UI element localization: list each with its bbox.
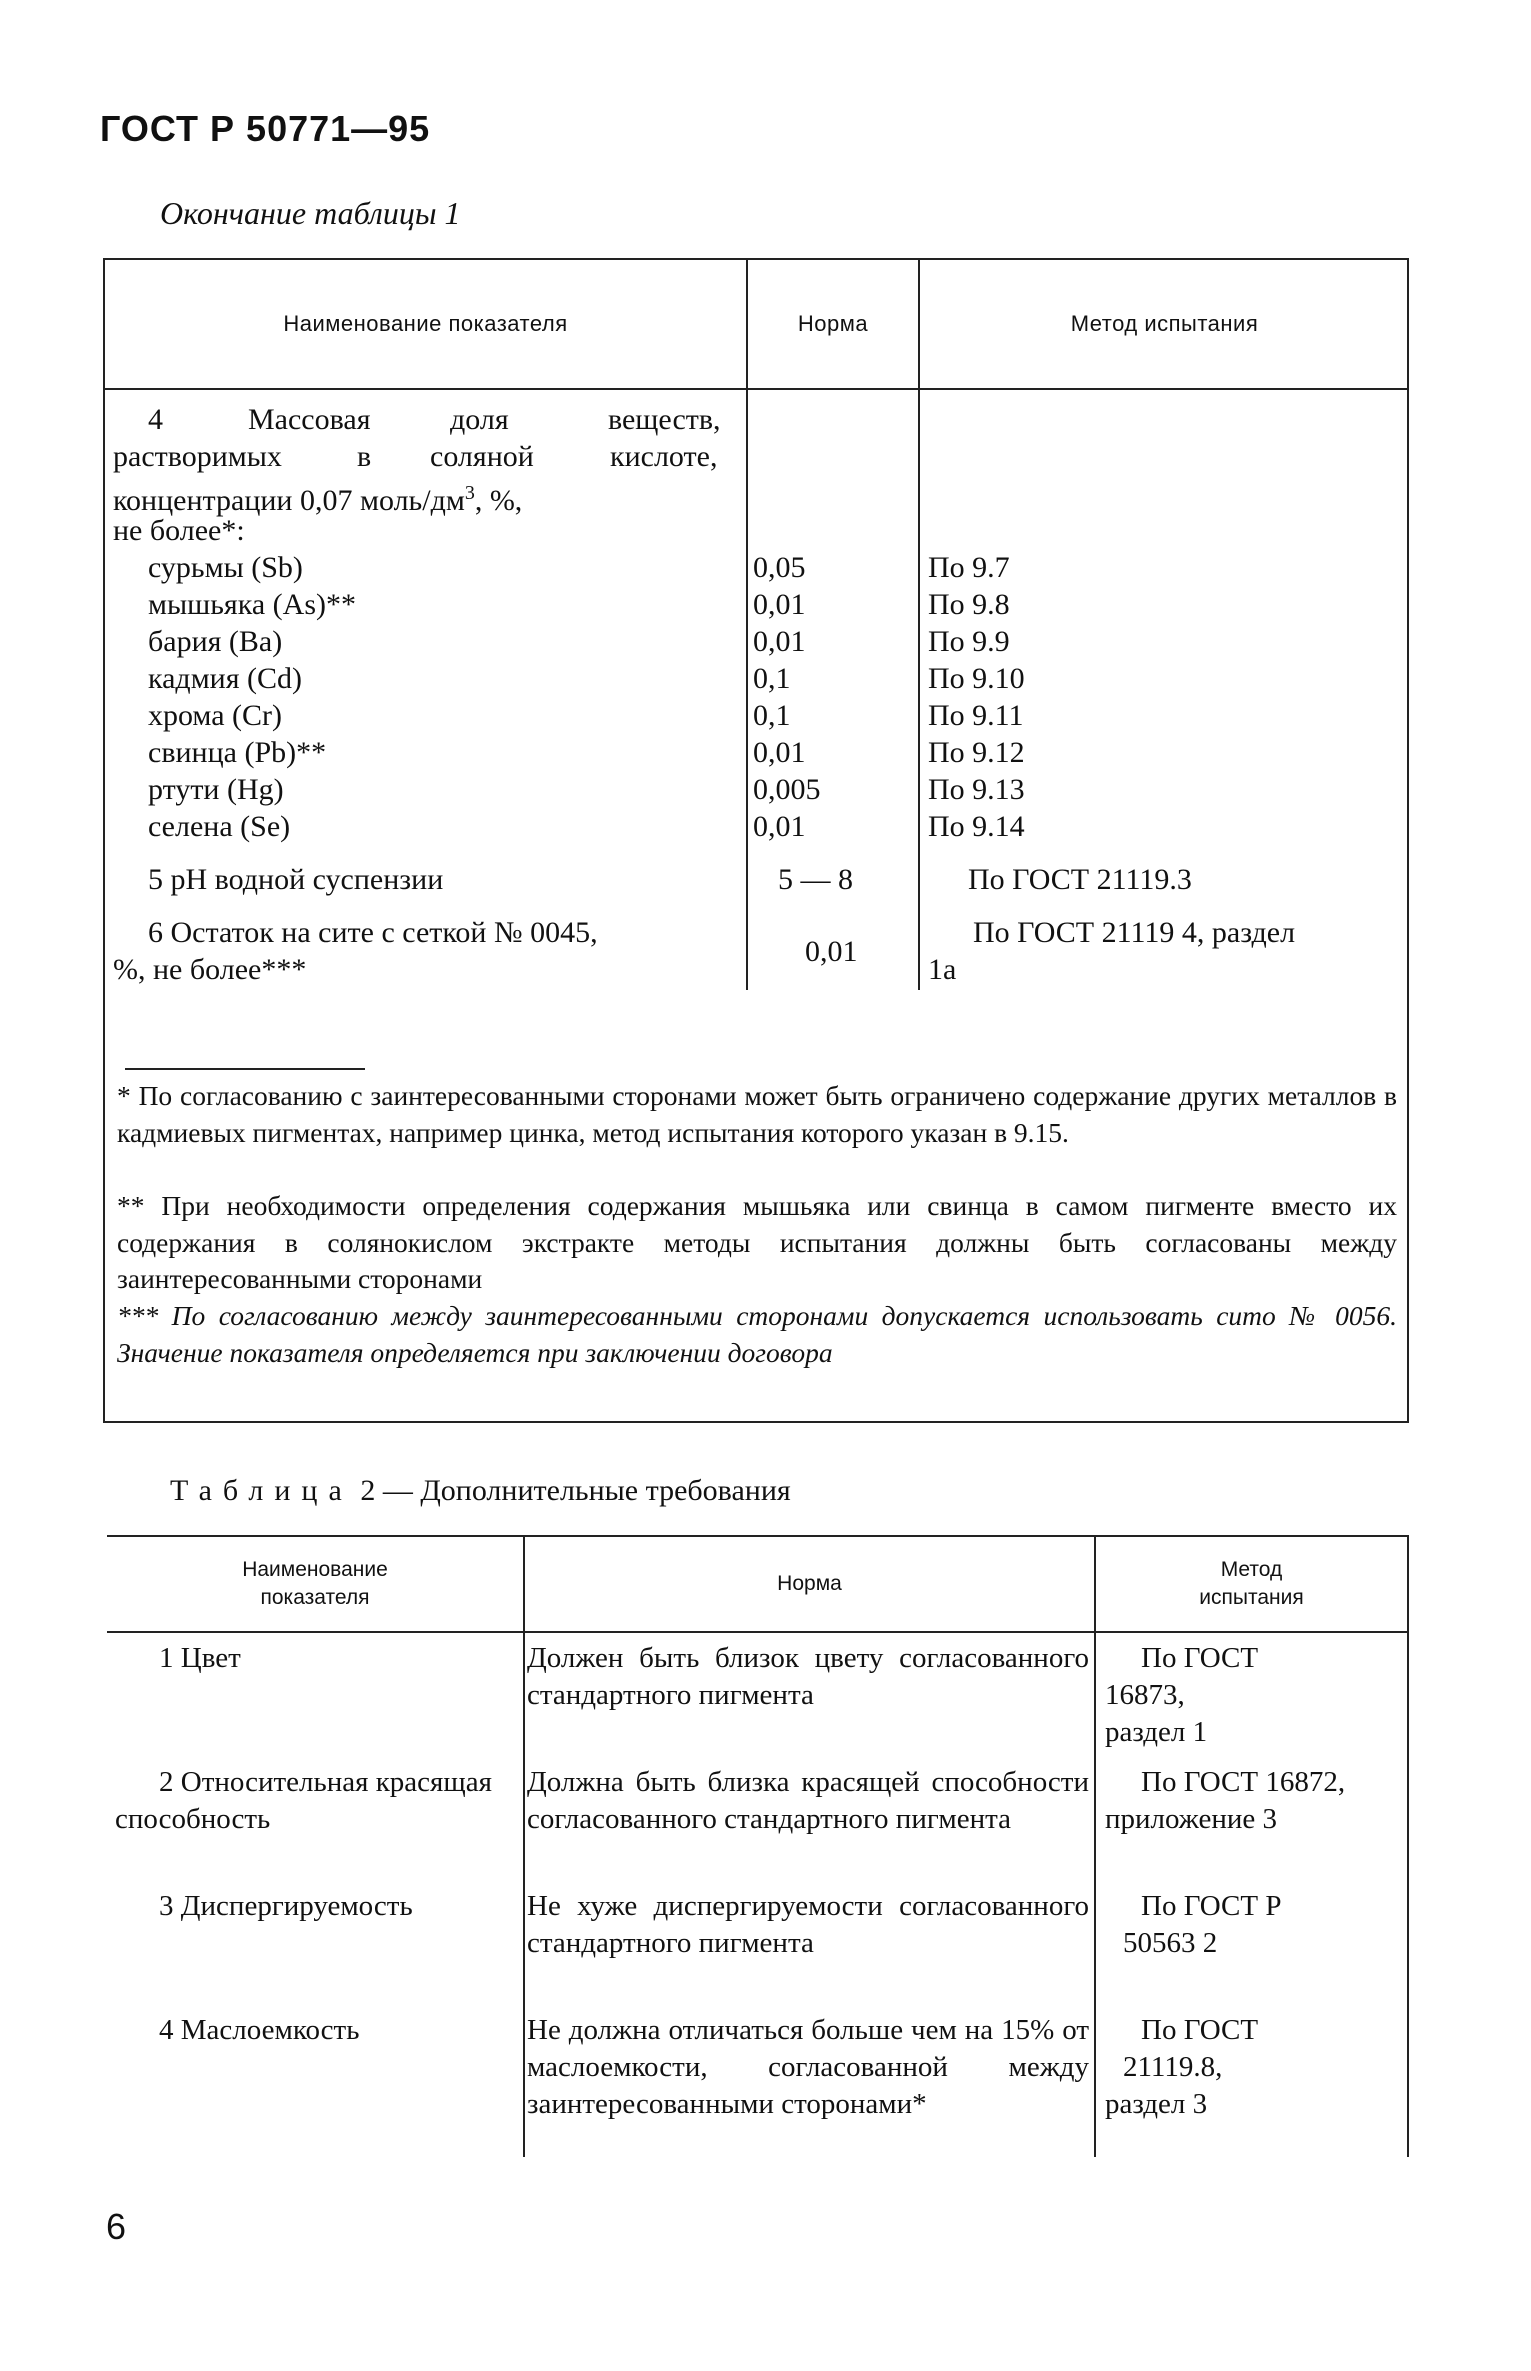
element-name: ртути (Hg) [148,773,284,806]
row-4-word: растворимых [113,440,282,473]
element-norm: 0,005 [753,773,821,806]
footnote-separator [125,1068,365,1070]
row-4-word: в [357,440,372,473]
row-4-limit-note: не более*: [113,514,245,547]
col-header-method: Метод испытания [1199,1558,1304,1609]
footnote-2: ** При необходимости определения содержания мышьяка или свинца в самом пигменте вместо их содержания в солянокислом экстракте методы испытания должны быть согласованы между заинтересованными сторонами [117,1190,1397,1294]
element-method: По 9.12 [928,736,1025,769]
row-6-name-cont: %, не более*** [113,953,307,986]
row-4-word: соляной [430,440,534,473]
table-2-header-divider [107,1631,1409,1633]
element-name: сурьмы (Sb) [148,551,303,584]
row-5-norm: 5 — 8 [778,863,853,896]
row-4-method: По ГОСТ 21119.8, раздел 3 [1105,2014,1259,2120]
col-header-norm: Норма [797,311,869,336]
table-continuation-caption: Окончание таблицы 1 [160,195,461,231]
row-4-number: 4 [148,403,163,436]
col-header-method: Метод испытания [1070,311,1259,336]
row-2-name: 2 Относительная красящая способность [115,1766,492,1835]
element-method: По 9.13 [928,773,1025,806]
table-2-divider [1407,1537,1409,2157]
row-4-word: кислоте, [610,440,718,473]
row-1-norm: Должен быть близок цвету согласованного стандартного пигмента [527,1642,1089,1711]
footnote-3: *** По согласованию между заинтересованными сторонами допускается использовать сито № 0056. Значение показателя определяется при заключении договора [117,1300,1397,1368]
table-1 [103,258,1409,1423]
element-name: мышьяка (As)** [148,588,356,621]
element-name: бария (Ba) [148,625,283,658]
element-name: кадмия (Cd) [148,662,303,695]
document-id: ГОСТ Р 50771—95 [100,108,431,149]
row-6-norm: 0,01 [805,935,858,968]
col-header-name: Наименование показателя [242,1558,388,1609]
element-norm: 0,05 [753,551,806,584]
element-method: По 9.10 [928,662,1025,695]
element-name: селена (Se) [148,810,291,843]
row-5-name: 5 pH водной суспензии [148,863,444,896]
element-method: По 9.9 [928,625,1010,658]
element-method: По 9.8 [928,588,1010,621]
element-method: По 9.7 [928,551,1010,584]
element-norm: 0,01 [753,588,806,621]
row-4-concentration: концентрации 0,07 моль/$дм^3$, %, [113,482,523,517]
element-name: хрома (Cr) [148,699,283,732]
element-norm: 0,01 [753,625,806,658]
row-4-word: доля [450,403,509,436]
element-name: свинца (Pb)** [148,736,327,769]
row-1-method: По ГОСТ 16873, раздел 1 [1105,1642,1259,1748]
page-number: 6 [106,2206,127,2247]
table-2-caption: Таблица 2 — Дополнительные требования [170,1474,791,1507]
row-6-method: По ГОСТ 21119 4, раздел [973,916,1296,949]
row-4-word: Массовая [248,403,371,436]
row-4-name: 4 Маслоемкость [159,2014,360,2046]
row-6-method-cont: 1а [928,953,957,986]
col-header-name: Наименование показателя [283,311,568,336]
footnote-1: * По согласованию с заинтересованными сторонами может быть ограничено содержание других металлов в кадмиевых пигментах, например цинка, метод испытания которого указан в 9.15. [117,1080,1397,1148]
row-3-norm: Не хуже диспергируемости согласованного стандартного пигмента [527,1890,1089,1959]
element-norm: 0,01 [753,810,806,843]
row-4-word: веществ, [608,403,721,436]
row-3-name: 3 Диспергируемость [159,1890,413,1922]
element-method: По 9.14 [928,810,1025,843]
row-4-norm: Не должна отличаться больше чем на 15% от маслоемкости, согласованной между заинтересованными сторонами* [527,2014,1089,2120]
col-header-norm: Норма [777,1572,842,1595]
table-2 [107,1535,1409,2157]
element-norm: 0,1 [753,699,791,732]
element-method: По 9.11 [928,699,1024,732]
row-3-method: По ГОСТ Р 50563 2 [1123,1890,1282,1959]
element-norm: 0,1 [753,662,791,695]
element-norm: 0,01 [753,736,806,769]
row-5-method: По ГОСТ 21119.3 [968,863,1192,896]
row-1-name: 1 Цвет [159,1642,241,1674]
row-2-norm: Должна быть близка красящей способности согласованного стандартного пигмента [527,1766,1089,1835]
row-6-name: 6 Остаток на сите с сеткой № 0045, [148,916,598,949]
row-2-method: По ГОСТ 16872, приложение 3 [1105,1766,1346,1835]
